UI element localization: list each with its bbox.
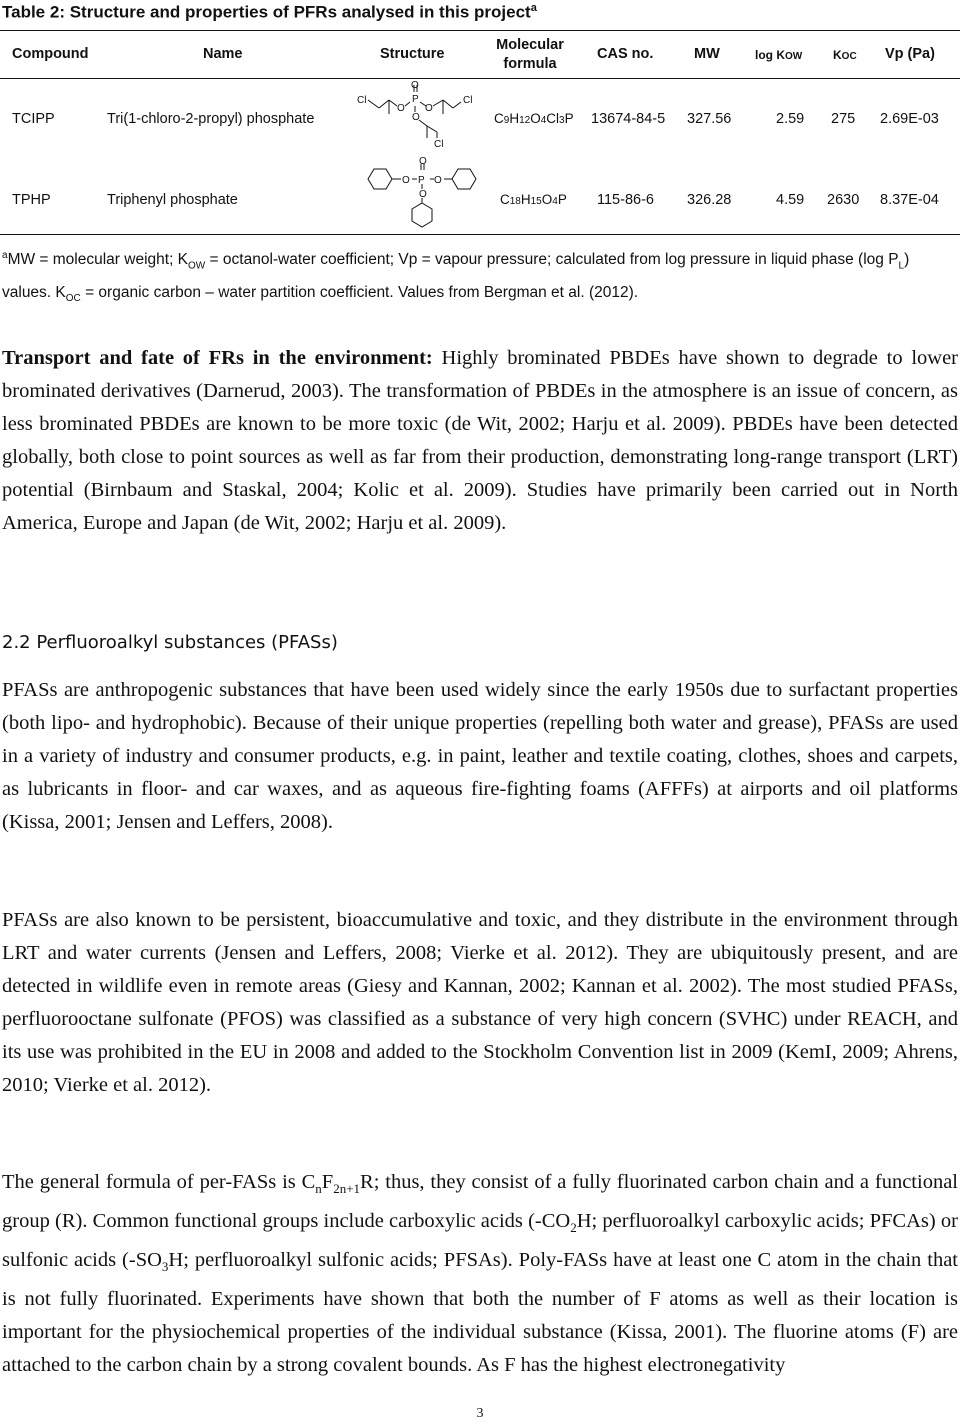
- header-logkow: log KOW: [755, 48, 803, 62]
- row1-logkow: 2.59: [776, 111, 805, 127]
- page-number: 3: [476, 1406, 484, 1421]
- row2-logkow: 4.59: [776, 192, 805, 208]
- row1-cas: 13674-84-5: [591, 111, 666, 127]
- table-top-rule: [0, 30, 960, 31]
- tcipp-cl-label: Cl: [357, 95, 367, 106]
- tcipp-structure-diagram: [352, 80, 482, 150]
- tphp-structure-diagram: [362, 155, 492, 231]
- row2-mw: 326.28: [687, 192, 732, 208]
- tcipp-p-label: P: [412, 94, 419, 105]
- tcipp-cl-label: Cl: [463, 95, 473, 106]
- row2-koc: 2630: [827, 192, 860, 208]
- paragraph-bold-lead: Transport and fate of FRs in the environment:: [2, 347, 433, 369]
- paragraph-pfas-persistence: PFASs are also known to be persistent, bioaccumulative and toxic, and they distribute in the environment through LRT and water currents (Jensen and Leffers, 2008; Vierke et al. 2012). They are ubiquitously present, and are detected in wildlife even in remote areas (Giesy and Kannan, 2002; Kannan et al. 2002). The most studied PFASs, perfluorooctane sulfonate (PFOS) was classified as a substance of very high concern (SVHC) under REACH, and its use was prohibited in the EU in 2008 and added to the Stockholm Convention list in 2009 (KemI, 2009; Ahrens, 2010; Vierke et al. 2012).: [2, 909, 958, 1096]
- row1-mw: 327.56: [687, 111, 732, 127]
- tphp-p-label: P: [418, 175, 425, 186]
- tcipp-cl-label: Cl: [434, 139, 444, 150]
- header-koc: KOC: [833, 48, 857, 62]
- tphp-o-label: O: [402, 175, 410, 186]
- tphp-o-label: O: [434, 175, 442, 186]
- header-structure: Structure: [380, 46, 445, 62]
- row1-vp: 2.69E-03: [880, 111, 939, 127]
- header-formula: Molecular formula: [496, 37, 564, 72]
- tcipp-o-label: O: [425, 103, 433, 114]
- row1-compound: TCIPP: [12, 111, 55, 127]
- tcipp-o-label: O: [397, 103, 405, 114]
- row2-cas: 115-86-6: [597, 192, 654, 208]
- row2-name: Triphenyl phosphate: [107, 192, 238, 208]
- paragraph-general-formula: The general formula of per-FASs is $C_nF_{2n+1}R$; thus, they consist of a fully fluorinated carbon chain and a functional group (R). Common functional groups include carboxylic acids ($-CO_2H$; perfluoroalkyl carboxylic acids; PFCAs) or sulfonic acids ($-SO_3H$; perfluoroalkyl sulfonic acids; PFSAs). Poly-FASs have at least one C atom in the chain that is not fully fluorinated. Experiments have shown that both the number of F atoms as well as their location is important for the physiochemical properties of the individual substance (Kissa, 2001). The fluorine atoms (F) are attached to the carbon chain by a strong covalent bounds. As F has the highest electronegativity: [2, 1171, 958, 1377]
- paragraph-pfas-uses: PFASs are anthropogenic substances that have been used widely since the early 1950s due to surfactant properties (both lipo- and hydrophobic). Because of their unique properties (repelling both water and grease), PFASs are used in a variety of industry and consumer products, e.g. in paint, leather and textile coating, clothes, shoes and carpets, as lubricants in floor- and car waxes, and as aqueous fire-fighting foams (AFFFs) at airports and oil platforms (Kissa, 2001; Jensen and Leffers, 2008).: [2, 679, 958, 833]
- tcipp-o-label: O: [411, 80, 419, 91]
- row1-name: Tri(1-chloro-2-propyl) phosphate: [107, 111, 315, 127]
- table-header-rule: [0, 78, 960, 79]
- tphp-o-label: O: [419, 156, 427, 167]
- row1-formula: C9H12O4Cl3P: [494, 111, 574, 126]
- tphp-o-label: O: [419, 189, 427, 200]
- table-footnote: $^a$MW = molecular weight; $K_{OW}$ = octanol-water coefficient; Vp = vapour pressure; calculated from log pressure in liquid phase (log $P_L$) values. $K_{OC}$ = organic carbon – water partition coefficient. Values from Bergman et al. (2012).: [2, 250, 910, 305]
- header-cas: CAS no.: [597, 46, 654, 62]
- row1-koc: 275: [831, 111, 856, 127]
- tcipp-o-label: O: [412, 112, 420, 123]
- paragraph-transport-fate: Transport and fate of FRs in the environment: Highly brominated PBDEs have shown to degrade to lower brominated derivatives (Darnerud, 2003). The transformation of PBDEs in the atmosphere is an issue of concern, as less brominated PBDEs are known to be more toxic (de Wit, 2002; Harju et al. 2009). PBDEs have been detected globally, both close to point sources as well as far from their production, demonstrating long-range transport (LRT) potential (Birnbaum and Staskal, 2004; Kolic et al. 2009). Studies have primarily been carried out in North America, Europe and Japan (de Wit, 2002; Harju et al. 2009).: [2, 347, 959, 534]
- header-vp: Vp (Pa): [885, 46, 935, 62]
- row2-vp: 8.37E-04: [880, 192, 939, 208]
- header-mw: MW: [694, 46, 720, 62]
- header-compound: Compound: [12, 46, 89, 62]
- section-heading: 2.2 Perfluoroalkyl substances (PFASs): [2, 632, 338, 653]
- header-name: Name: [203, 46, 243, 62]
- table-bottom-rule: [0, 234, 960, 235]
- row2-formula: C18H15O4P: [500, 192, 567, 207]
- row2-compound: TPHP: [12, 192, 51, 208]
- table-title: Table 2: Structure and properties of PFRs analysed in this project$^a$: [2, 2, 537, 22]
